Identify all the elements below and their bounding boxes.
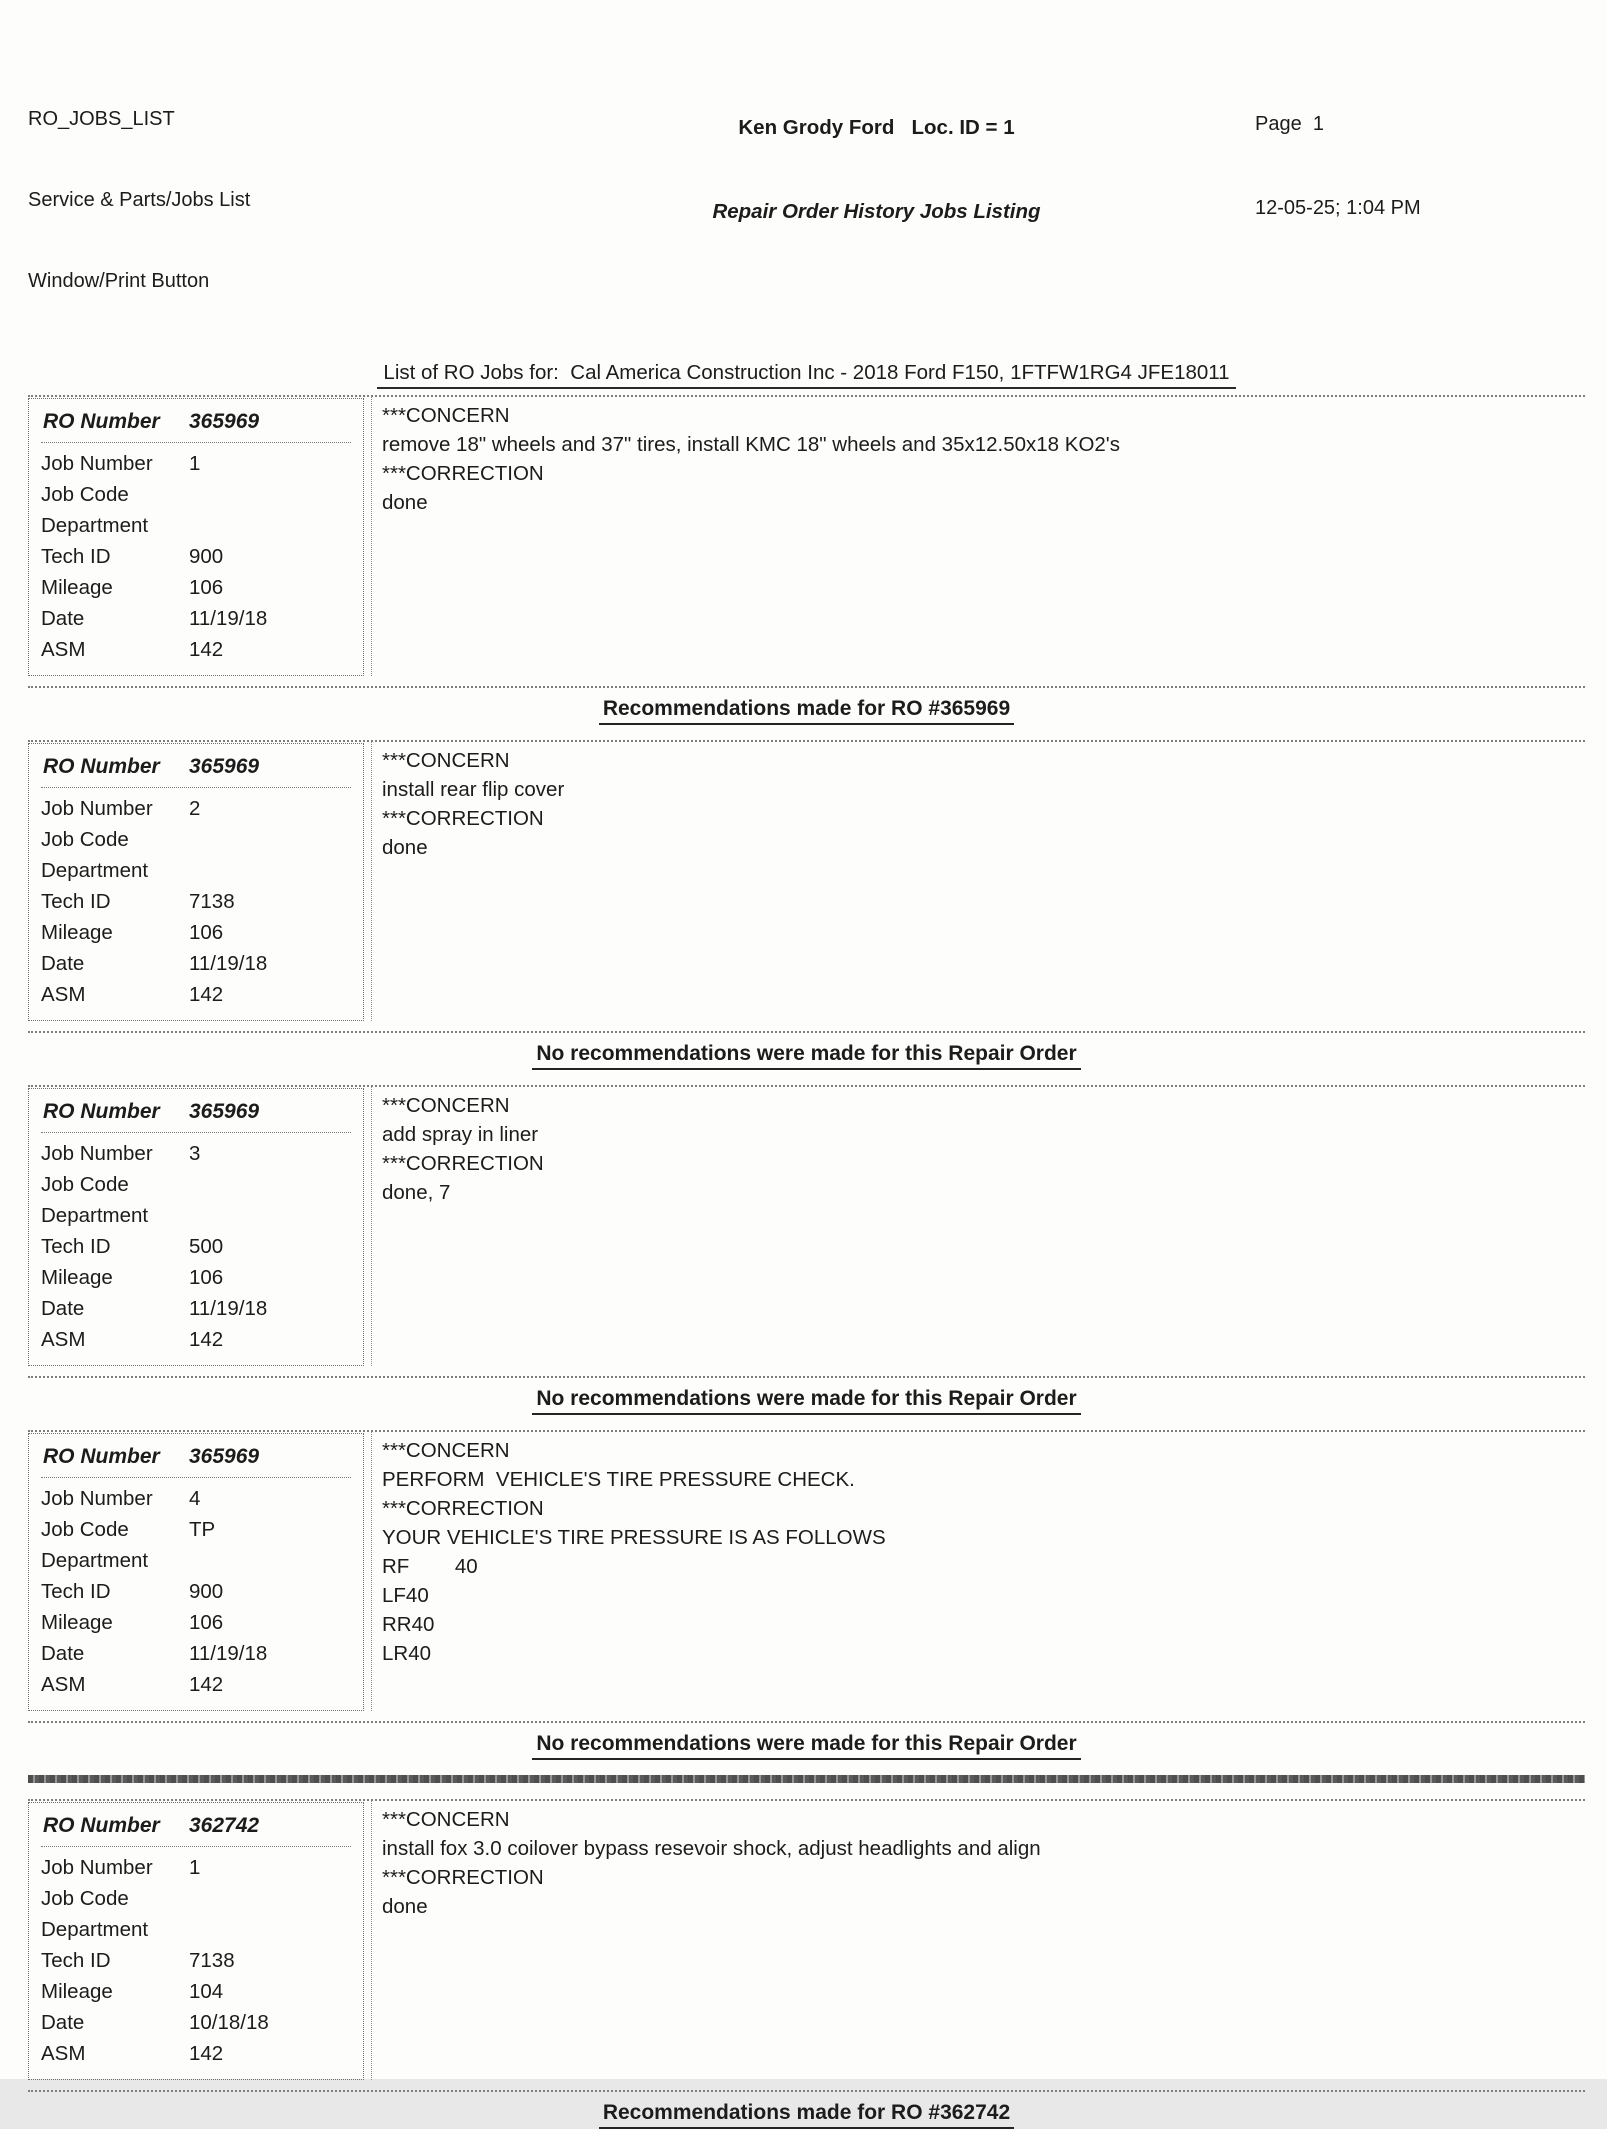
job-number-value: 4 — [189, 1487, 201, 1510]
concern-text: remove 18" wheels and 37" tires, install KMC 18" wheels and 35x12.50x18 KO2's — [382, 433, 1120, 456]
ro-info-box — [28, 743, 364, 1021]
info-row — [41, 603, 351, 634]
info-row — [41, 1262, 351, 1293]
tech-id-value: 7138 — [189, 890, 235, 913]
page-number: Page 1 — [1255, 113, 1324, 135]
job-code-label: Job Code — [41, 483, 129, 506]
info-row — [41, 2007, 351, 2038]
divider — [28, 1376, 1585, 1378]
info-row — [41, 1976, 351, 2007]
tech-id-value: 900 — [189, 545, 224, 568]
job-detail — [371, 1432, 1585, 1711]
tech-id-label: Tech ID — [41, 1235, 111, 1258]
report-meta — [28, 52, 498, 349]
job-number-label: Job Number — [41, 797, 153, 820]
info-row — [41, 479, 351, 510]
tire-pressure-line: LF40 — [382, 1584, 429, 1607]
info-row — [41, 1883, 351, 1914]
report-window-note: Window/Print Button — [28, 270, 210, 292]
date-label: Date — [41, 1297, 85, 1320]
asm-label: ASM — [41, 983, 86, 1006]
divider — [28, 686, 1585, 688]
concern-label: ***CONCERN — [382, 1094, 510, 1117]
asm-value: 142 — [189, 2042, 224, 2065]
dealer-title: Ken Grody Ford Loc. ID = 1 — [738, 116, 1015, 139]
tire-pressure-line: LR40 — [382, 1642, 432, 1665]
job-code-value — [189, 1169, 351, 1200]
ro-number-value: 365969 — [189, 755, 260, 778]
report-title: Repair Order History Jobs Listing — [712, 200, 1041, 223]
info-row — [41, 1514, 351, 1545]
mileage-label: Mileage — [41, 576, 113, 599]
job-code-label: Job Code — [41, 1887, 129, 1910]
tech-id-value: 500 — [189, 1235, 224, 1258]
recommendation-note: No recommendations were made for this Repair Order — [28, 1387, 1585, 1415]
info-row — [41, 1852, 351, 1883]
info-row — [41, 1169, 351, 1200]
date-value: 11/19/18 — [189, 1297, 268, 1320]
correction-label: ***CORRECTION — [382, 1497, 544, 1520]
job-section — [28, 1085, 1585, 1415]
concern-label: ***CONCERN — [382, 1808, 510, 1831]
recommendation-note: No recommendations were made for this Repair Order — [28, 1042, 1585, 1070]
department-value — [189, 855, 351, 886]
correction-label: ***CORRECTION — [382, 1152, 544, 1175]
mileage-value: 106 — [189, 921, 224, 944]
job-number-label: Job Number — [41, 452, 153, 475]
date-label: Date — [41, 607, 85, 630]
ro-number-label: RO Number — [43, 410, 160, 433]
correction-text: done — [382, 491, 428, 514]
tech-id-label: Tech ID — [41, 1580, 111, 1603]
correction-text: done, 7 — [382, 1181, 451, 1204]
ro-number-label: RO Number — [43, 1100, 160, 1123]
date-label: Date — [41, 952, 85, 975]
ro-number-value: 365969 — [189, 410, 260, 433]
info-row — [41, 886, 351, 917]
concern-text: PERFORM VEHICLE'S TIRE PRESSURE CHECK. — [382, 1468, 855, 1491]
info-row — [41, 1231, 351, 1262]
ro-info-box — [28, 398, 364, 676]
concern-text: install rear flip cover — [382, 778, 565, 801]
concern-label: ***CONCERN — [382, 1439, 510, 1462]
info-row — [41, 1293, 351, 1324]
recommendation-note: No recommendations were made for this Repair Order — [28, 1732, 1585, 1760]
correction-label: ***CORRECTION — [382, 807, 544, 830]
correction-label: ***CORRECTION — [382, 462, 544, 485]
info-row — [41, 1576, 351, 1607]
ro-number-label: RO Number — [43, 1445, 160, 1468]
concern-text: add spray in liner — [382, 1123, 539, 1146]
job-code-label: Job Code — [41, 1173, 129, 1196]
job-detail — [371, 742, 1585, 1021]
concern-label: ***CONCERN — [382, 749, 510, 772]
recommendation-note: Recommendations made for RO #365969 — [28, 697, 1585, 725]
job-detail — [371, 397, 1585, 676]
info-row — [41, 572, 351, 603]
job-number-label: Job Number — [41, 1487, 153, 1510]
department-label: Department — [41, 1204, 149, 1227]
mileage-label: Mileage — [41, 921, 113, 944]
job-number-value: 1 — [189, 452, 201, 475]
date-value: 11/19/18 — [189, 952, 268, 975]
mileage-value: 106 — [189, 1266, 224, 1289]
asm-label: ASM — [41, 2042, 86, 2065]
job-detail — [371, 1087, 1585, 1366]
ro-info-box — [28, 1802, 364, 2080]
date-label: Date — [41, 2011, 85, 2034]
mileage-label: Mileage — [41, 1980, 113, 2003]
report-title-block — [498, 52, 1255, 282]
info-row — [41, 1914, 351, 1945]
department-value — [189, 1200, 351, 1231]
info-row — [41, 1945, 351, 1976]
report-section: Service & Parts/Jobs List — [28, 189, 251, 211]
info-row — [41, 793, 351, 824]
asm-label: ASM — [41, 1328, 86, 1351]
ro-info-box — [28, 1088, 364, 1366]
tech-id-label: Tech ID — [41, 1949, 111, 1972]
asm-value: 142 — [189, 1673, 224, 1696]
info-row — [41, 917, 351, 948]
info-row — [41, 1200, 351, 1231]
info-row — [41, 1669, 351, 1700]
job-number-label: Job Number — [41, 1856, 153, 1879]
department-value — [189, 510, 351, 541]
tech-id-value: 7138 — [189, 1949, 235, 1972]
info-row — [41, 448, 351, 479]
job-code-value — [189, 1883, 351, 1914]
job-number-value: 3 — [189, 1142, 201, 1165]
ro-number-label: RO Number — [43, 755, 160, 778]
date-label: Date — [41, 1642, 85, 1665]
job-number-label: Job Number — [41, 1142, 153, 1165]
info-row — [41, 2038, 351, 2069]
job-section — [28, 1799, 1585, 2129]
mileage-value: 106 — [189, 1611, 224, 1634]
job-code-value: TP — [189, 1518, 216, 1541]
mileage-label: Mileage — [41, 1611, 113, 1634]
info-row — [41, 1638, 351, 1669]
info-row — [41, 948, 351, 979]
department-value — [189, 1545, 351, 1576]
concern-text: install fox 3.0 coilover bypass resevoir shock, adjust headlights and align — [382, 1837, 1041, 1860]
list-title: List of RO Jobs for: Cal America Construction Inc - 2018 Ford F150, 1FTFW1RG4 JFE18011 — [28, 361, 1585, 389]
department-label: Department — [41, 1918, 149, 1941]
department-label: Department — [41, 514, 149, 537]
ro-number-value: 362742 — [189, 1814, 260, 1837]
tech-id-label: Tech ID — [41, 890, 111, 913]
info-row — [41, 1607, 351, 1638]
date-value: 11/19/18 — [189, 607, 268, 630]
info-row — [41, 510, 351, 541]
info-row — [41, 979, 351, 1010]
tech-id-label: Tech ID — [41, 545, 111, 568]
asm-value: 142 — [189, 1328, 224, 1351]
info-row — [41, 1483, 351, 1514]
job-section — [28, 1430, 1585, 1760]
job-detail — [371, 1801, 1585, 2080]
report-header — [28, 52, 1585, 349]
mileage-value: 106 — [189, 576, 224, 599]
date-value: 11/19/18 — [189, 1642, 268, 1665]
asm-value: 142 — [189, 638, 224, 661]
correction-text: done — [382, 836, 428, 859]
info-row — [41, 855, 351, 886]
job-code-label: Job Code — [41, 828, 129, 851]
mileage-value: 104 — [189, 1980, 224, 2003]
job-code-label: Job Code — [41, 1518, 129, 1541]
correction-label: ***CORRECTION — [382, 1866, 544, 1889]
concern-label: ***CONCERN — [382, 404, 510, 427]
print-datetime: 12-05-25; 1:04 PM — [1255, 197, 1421, 219]
ro-number-value: 365969 — [189, 1100, 260, 1123]
tire-pressure-line: RF 40 — [382, 1555, 478, 1578]
page-info — [1255, 52, 1585, 278]
info-row — [41, 1545, 351, 1576]
department-label: Department — [41, 859, 149, 882]
asm-label: ASM — [41, 638, 86, 661]
tire-pressure-line: RR40 — [382, 1613, 435, 1636]
asm-label: ASM — [41, 1673, 86, 1696]
info-row — [41, 1138, 351, 1169]
info-row — [41, 1324, 351, 1355]
job-code-value — [189, 824, 351, 855]
ro-number-value: 365969 — [189, 1445, 260, 1468]
mileage-label: Mileage — [41, 1266, 113, 1289]
divider — [28, 2090, 1585, 2092]
department-value — [189, 1914, 351, 1945]
scan-artifact-band — [28, 1775, 1585, 1783]
recommendation-note: Recommendations made for RO #362742 — [28, 2101, 1585, 2129]
info-row — [41, 634, 351, 665]
date-value: 10/18/18 — [189, 2011, 269, 2034]
job-number-value: 1 — [189, 1856, 201, 1879]
ro-number-label: RO Number — [43, 1814, 160, 1837]
department-label: Department — [41, 1549, 149, 1572]
asm-value: 142 — [189, 983, 224, 1006]
correction-text: YOUR VEHICLE'S TIRE PRESSURE IS AS FOLLOWS — [382, 1526, 886, 1549]
job-number-value: 2 — [189, 797, 201, 820]
report-id: RO_JOBS_LIST — [28, 108, 175, 130]
info-row — [41, 541, 351, 572]
job-code-value — [189, 479, 351, 510]
correction-text: done — [382, 1895, 428, 1918]
info-row — [41, 824, 351, 855]
divider — [28, 1031, 1585, 1033]
ro-info-box — [28, 1433, 364, 1711]
tech-id-value: 900 — [189, 1580, 224, 1603]
divider — [28, 1721, 1585, 1723]
job-section — [28, 395, 1585, 725]
job-section — [28, 740, 1585, 1070]
